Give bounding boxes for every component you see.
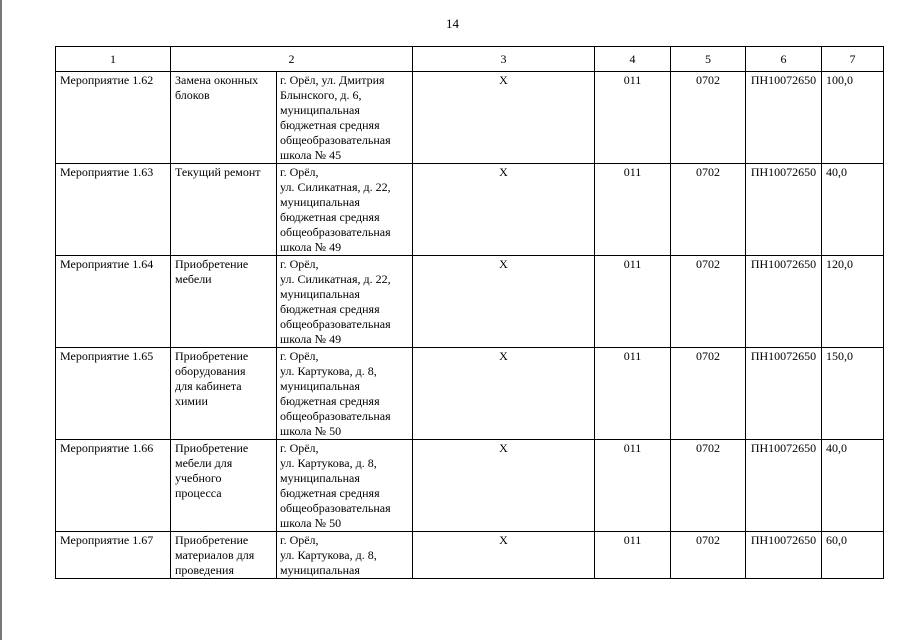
col3-cell: Х [413, 256, 595, 348]
address-cell-line: муниципальная [280, 287, 360, 301]
work-cell [171, 440, 277, 532]
col3-cell: Х [413, 440, 595, 532]
address-cell-line: муниципальная [280, 103, 360, 117]
col3-cell: Х [413, 532, 595, 579]
address-cell-line: г. Орёл, [280, 257, 319, 271]
work-cell [171, 348, 277, 440]
col5-cell: 0702 [671, 440, 746, 532]
work-cell-line: процесса [175, 486, 222, 500]
work-cell-line: Приобретение [175, 441, 249, 455]
work-cell [171, 532, 277, 579]
address-cell [277, 348, 413, 440]
table-header-row [56, 47, 884, 72]
address-cell-line: муниципальная [280, 563, 360, 577]
work-cell [171, 256, 277, 348]
amount-cell: 40,0 [822, 440, 884, 532]
address-cell-line: Блынского, д. 6, [280, 88, 362, 102]
code-cell: ПН10072650 [746, 256, 822, 348]
amount-cell: 150,0 [822, 348, 884, 440]
col3-cell: Х [413, 72, 595, 164]
address-cell [277, 72, 413, 164]
work-cell-line: Текущий ремонт [175, 165, 261, 179]
address-cell-line: школа № 45 [280, 148, 342, 162]
event-cell: Мероприятие 1.63 [56, 164, 171, 256]
address-cell [277, 532, 413, 579]
address-cell-line: школа № 50 [280, 424, 342, 438]
address-cell [277, 164, 413, 256]
event-cell: Мероприятие 1.66 [56, 440, 171, 532]
address-cell [277, 440, 413, 532]
code-cell: ПН10072650 [746, 532, 822, 579]
event-cell: Мероприятие 1.65 [56, 348, 171, 440]
address-cell-line: школа № 49 [280, 332, 342, 346]
work-cell-line: мебели для [175, 456, 233, 470]
header-cell-6: 6 [746, 47, 822, 72]
page-number: 14 [446, 16, 459, 31]
address-cell-line: муниципальная [280, 379, 360, 393]
code-cell: ПН10072650 [746, 164, 822, 256]
address-cell-line: общеобразовательная [280, 409, 391, 423]
address-cell-line: муниципальная [280, 195, 360, 209]
address-cell-line: г. Орёл, [280, 165, 319, 179]
work-cell-line: проведения [175, 563, 234, 577]
work-cell-line: химии [175, 394, 208, 408]
budget-table [55, 46, 884, 579]
col5-cell: 0702 [671, 348, 746, 440]
address-cell-line: школа № 49 [280, 240, 342, 254]
col3-cell: Х [413, 164, 595, 256]
col5-cell: 0702 [671, 256, 746, 348]
scan-edge [0, 0, 2, 640]
event-cell: Мероприятие 1.64 [56, 256, 171, 348]
work-cell-line: учебного [175, 471, 222, 485]
address-cell-line: муниципальная [280, 471, 360, 485]
amount-cell: 40,0 [822, 164, 884, 256]
address-cell-line: общеобразовательная [280, 133, 391, 147]
col4-cell: 011 [595, 72, 671, 164]
table-row [56, 256, 884, 348]
work-cell-line: Приобретение [175, 533, 249, 547]
code-cell: ПН10072650 [746, 440, 822, 532]
address-cell-line: бюджетная средняя [280, 118, 380, 132]
address-cell-line: школа № 50 [280, 516, 342, 530]
address-cell-line: ул. Картукова, д. 8, [280, 364, 377, 378]
address-cell-line: ул. Силикатная, д. 22, [280, 272, 391, 286]
code-cell: ПН10072650 [746, 72, 822, 164]
table-row [56, 440, 884, 532]
table-row [56, 532, 884, 579]
address-cell-line: г. Орёл, [280, 349, 319, 363]
address-cell-line: общеобразовательная [280, 225, 391, 239]
header-cell-1: 1 [56, 47, 171, 72]
header-cell-4: 4 [595, 47, 671, 72]
address-cell-line: бюджетная средняя [280, 210, 380, 224]
event-cell: Мероприятие 1.67 [56, 532, 171, 579]
amount-cell: 120,0 [822, 256, 884, 348]
address-cell-line: г. Орёл, ул. Дмитрия [280, 73, 385, 87]
address-cell [277, 256, 413, 348]
col5-cell: 0702 [671, 164, 746, 256]
event-cell: Мероприятие 1.62 [56, 72, 171, 164]
address-cell-line: общеобразовательная [280, 317, 391, 331]
address-cell-line: бюджетная средняя [280, 302, 380, 316]
address-cell-line: г. Орёл, [280, 533, 319, 547]
header-cell-2: 2 [171, 47, 413, 72]
address-cell-line: г. Орёл, [280, 441, 319, 455]
work-cell-line: мебели [175, 272, 212, 286]
table-row [56, 164, 884, 256]
work-cell-line: Замена оконных [175, 73, 259, 87]
address-cell-line: бюджетная средняя [280, 394, 380, 408]
work-cell [171, 164, 277, 256]
address-cell-line: ул. Картукова, д. 8, [280, 548, 377, 562]
address-cell-line: ул. Картукова, д. 8, [280, 456, 377, 470]
table-row [56, 72, 884, 164]
address-cell-line: бюджетная средняя [280, 486, 380, 500]
col4-cell: 011 [595, 256, 671, 348]
col4-cell: 011 [595, 532, 671, 579]
work-cell-line: блоков [175, 88, 210, 102]
header-cell-3: 3 [413, 47, 595, 72]
col4-cell: 011 [595, 164, 671, 256]
work-cell-line: для кабинета [175, 379, 242, 393]
col3-cell: Х [413, 348, 595, 440]
address-cell-line: общеобразовательная [280, 501, 391, 515]
col4-cell: 011 [595, 440, 671, 532]
amount-cell: 60,0 [822, 532, 884, 579]
col4-cell: 011 [595, 348, 671, 440]
address-cell-line: ул. Силикатная, д. 22, [280, 180, 391, 194]
work-cell-line: Приобретение [175, 349, 249, 363]
work-cell-line: материалов для [175, 548, 255, 562]
table-row [56, 348, 884, 440]
header-cell-5: 5 [671, 47, 746, 72]
col5-cell: 0702 [671, 72, 746, 164]
col5-cell: 0702 [671, 532, 746, 579]
header-cell-7: 7 [822, 47, 884, 72]
amount-cell: 100,0 [822, 72, 884, 164]
code-cell: ПН10072650 [746, 348, 822, 440]
work-cell-line: оборудования [175, 364, 246, 378]
work-cell-line: Приобретение [175, 257, 249, 271]
work-cell [171, 72, 277, 164]
